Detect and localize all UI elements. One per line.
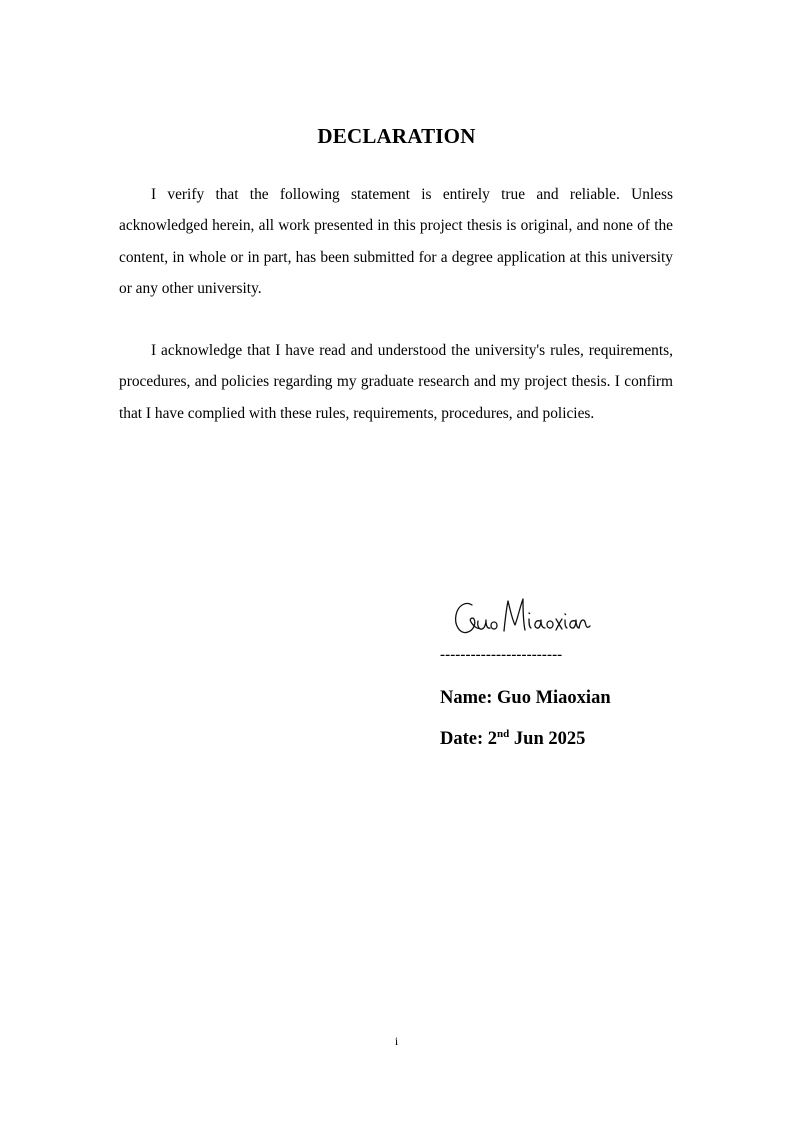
- declaration-paragraph-2: I acknowledge that I have read and understood the university's rules, requirements, procedures, and policies regarding my graduate research and my project thesis. I confirm that I have complied with these rules, requirements, procedures, and policies.: [119, 342, 673, 422]
- name-label: Name:: [440, 688, 493, 708]
- page-title: DECLARATION: [317, 124, 476, 148]
- date-month-year: Jun 2025: [513, 729, 586, 749]
- name-value: Guo Miaoxian: [497, 688, 611, 708]
- date-label: Date:: [440, 729, 484, 749]
- date-day: 2: [487, 729, 498, 749]
- date-day-suffix: nd: [497, 728, 510, 740]
- page-number: i: [394, 1034, 399, 1048]
- declaration-paragraph-1: I verify that the following statement is entirely true and reliable. Unless acknowledged herein, all work presented in this project thesis is original, and none of the content, in whole or in part, has been submitted for a degree application at this university or any other university.: [119, 186, 673, 297]
- handwritten-signature: [452, 595, 592, 641]
- date-field: [440, 729, 585, 750]
- name-field: [440, 688, 611, 709]
- signature-line: ------------------------: [440, 647, 563, 663]
